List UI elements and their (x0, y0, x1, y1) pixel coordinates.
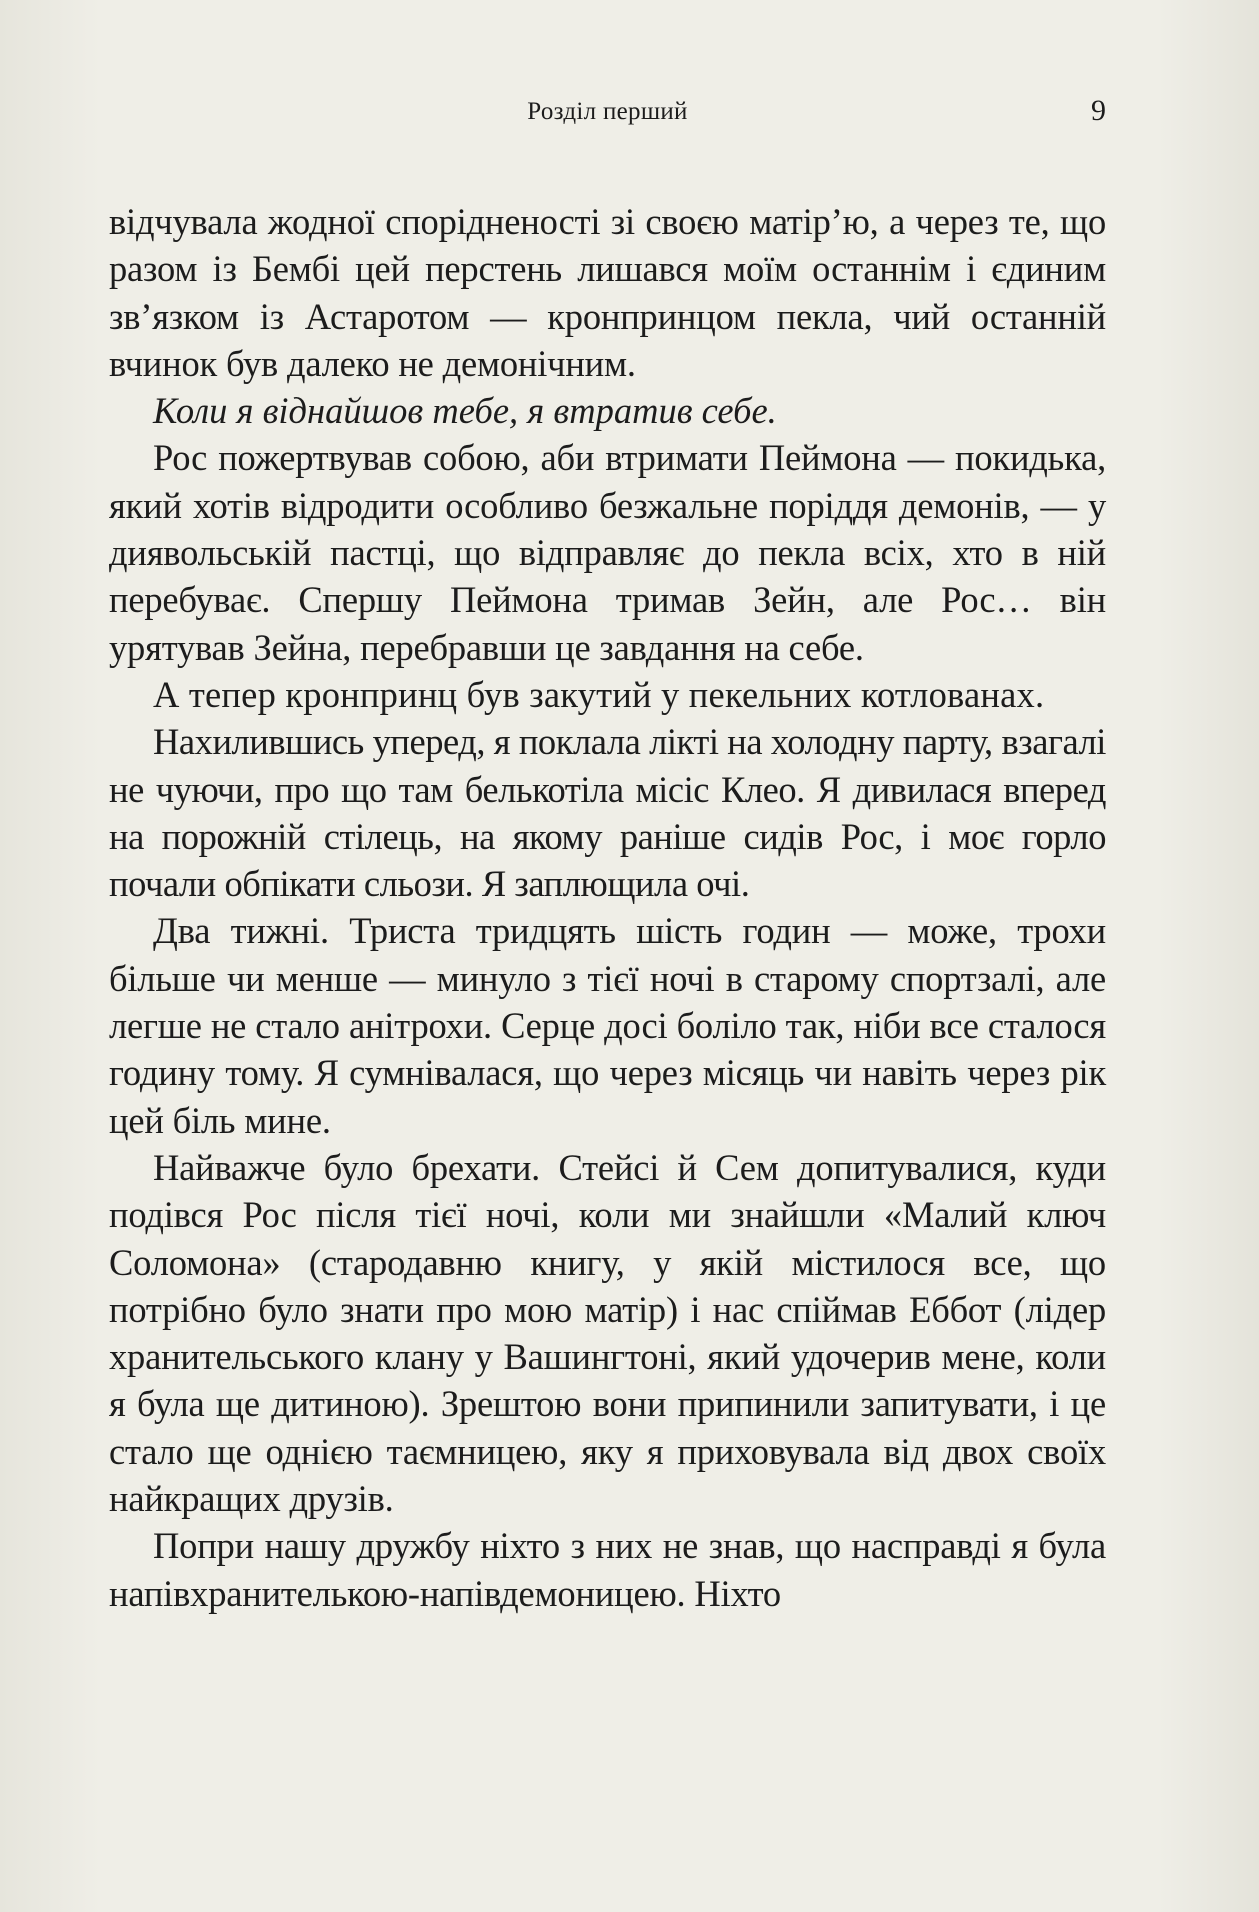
paragraph: Рос пожертвував собою, аби втримати Пеймона — покидька, який хотів відродити особливо безжальне поріддя демонів, — у диявольській пастці, що відправляє до пекла всіх, хто в ній перебуває. Спершу Пеймона тримав Зейн, але Рос… він урятував Зейна, перебравши це завдання на себе. (109, 437, 1106, 668)
paragraph: відчувала жодної спорідненості зі своєю матір’ю, а через те, що разом із Бембі цей перстень лишався моїм останнім і єдиним зв’язком із Астаротом — кронпринцом пекла, чий останній вчинок був далеко не демонічним. (109, 201, 1106, 384)
paragraph: А тепер кронпринц був закутий у пекельних котлованах. (153, 673, 1045, 715)
italic-quote: Коли я віднайшов тебе, я втратив себе. (153, 390, 777, 432)
paragraph: Найважче було брехати. Стейсі й Сем допитувалися, куди подівся Рос після тієї ночі, коли ми знайшли «Малий ключ Соломона» (стародавню книгу, у якій містилося все, що потрібно було знати про мою матір) і нас спіймав Еббот (лідер хранительського клану у Вашингтоні, який удочерив мене, коли я була ще дитиною). Зрештою вони припинили запитувати, і це стало ще однією таємницею, яку я приховувала від двох своїх найкращих друзів. (109, 1146, 1106, 1520)
page-number: 9 (1091, 94, 1106, 127)
chapter-title: Розділ перший (527, 98, 688, 125)
paragraph: Два тижні. Триста тридцять шість годин — може, трохи більше чи менше — минуло з тієї ночі в старому спортзалі, але легше не стало анітрохи. Серце досі боліло так, ніби все сталося годину тому. Я сумнівалася, що через місяць чи навіть через рік цей біль мине. (109, 910, 1106, 1141)
paragraph: Попри нашу дружбу ніхто з них не знав, що насправді я була напівхранителькою-напівдемоницею. Ніхто (109, 1525, 1106, 1614)
body-text (109, 198, 1106, 1617)
running-head (109, 94, 1106, 138)
paragraph: Нахилившись уперед, я поклала лікті на холодну парту, взагалі не чуючи, про що там белькотіла місіс Клео. Я дивилася вперед на порожній стілець, на якому раніше сидів Рос, і моє горло почали обпікати сльози. Я заплющила очі. (109, 721, 1106, 905)
